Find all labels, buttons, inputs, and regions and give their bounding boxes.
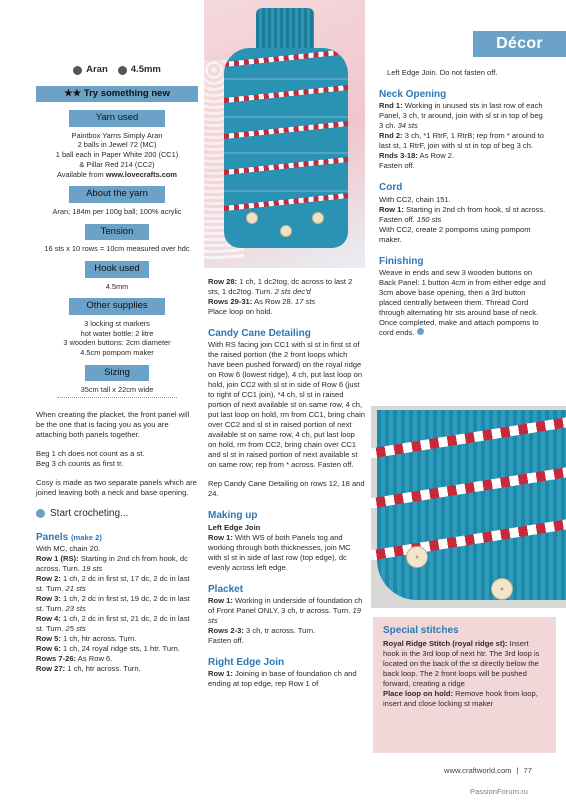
left-column: [36, 64, 198, 674]
other-supplies-block: [36, 319, 198, 358]
detail-knit: [377, 410, 566, 600]
finishing-heading: Finishing: [379, 255, 424, 267]
candy-cane-repeat: Rep Candy Cane Detailing on rows 12, 18 and 24.: [208, 479, 365, 499]
candy-cane-heading: Candy Cane Detailing: [208, 328, 311, 340]
cord-outro: With CC2, create 2 pompoms using pompom maker.: [379, 224, 531, 244]
placket-heading: Placket: [208, 583, 244, 595]
instruction-row: Rnd 1: Working in unused sts in last row of each Panel, 3 ch, tr around, join with sl st in top of beg 3 ch. 34 sts: [379, 101, 543, 131]
instruction-row: Rows 29-31: As Row 28. 17 sts: [208, 297, 316, 307]
dotted-divider: [57, 397, 177, 398]
detail-photo: [371, 406, 566, 608]
sizing-text: 35cm tall x 22cm wide: [80, 385, 154, 395]
place-loop-note: Place loop on hold.: [208, 307, 273, 317]
panels-intro: With MC, chain 20.: [36, 543, 101, 553]
note-placket: When creating the placket, the front panel will be the one that is facing you as you are attaching both panels together.: [36, 410, 190, 440]
yarn-line: 1 ball each in Paper White 200 (CC1): [55, 150, 179, 160]
yarn-weight: Aran: [86, 64, 108, 75]
making-up-heading: Making up: [208, 510, 258, 522]
yarn-line: 2 balls in Jewel 72 (MC): [77, 140, 157, 150]
panels-rows: [36, 554, 198, 674]
watermark: PassionForum.ru: [470, 787, 528, 796]
yarn-line: Paintbox Yarns Simply Aran: [71, 130, 163, 140]
instruction-row: Rnd 2: 3 ch, *1 RtrF, 1 RtrB; rep from * around to last st, 1 RtrF, join with sl st in top of beg 3 ch.: [379, 131, 545, 151]
loop-on-hold-def: Place loop on hold: Remove hook from loop, insert and close locking st maker: [383, 689, 538, 709]
cord-intro: With CC2, chain 151.: [379, 194, 451, 204]
hook-size: 4.5mm: [130, 64, 161, 75]
instruction-row: Row 1: With WS of both Panels tog and working through both thicknesses, join MC with sl st in side of last row (top edge), dc evenly across left edge.: [208, 532, 351, 572]
fasten-off-note: Fasten off.: [208, 636, 244, 645]
fasten-off-note: Fasten off.: [379, 161, 415, 171]
tension-text: 16 sts x 10 rows = 10cm measured over hdc: [44, 244, 190, 254]
panels-heading: Panels (make 2): [36, 531, 102, 543]
footer-divider: |: [516, 766, 519, 775]
detail-button-2: [491, 578, 513, 600]
instruction-row: Rows 2-3: 3 ch, tr across. Turn.: [208, 625, 316, 635]
lovecrafts-link[interactable]: www.lovecrafts.com: [105, 169, 177, 179]
instruction-row: Row 4: 1 ch, 2 dc in first st, 21 dc, 2 dc in last st. Turn. 25 sts: [36, 613, 190, 633]
difficulty-band: [36, 86, 198, 103]
special-stitches-heading: Special stitches: [383, 625, 459, 636]
button-center: [280, 225, 292, 237]
product-photo: [204, 0, 368, 268]
cord-heading: Cord: [379, 182, 403, 194]
finishing-text: Weave in ends and sew 3 wooden buttons on Back Panel: 1 button 4cm in from either edge and 3cm above base opening, then a 3rd button placed centrally between them. Thread Cord through alternating htr sts around base of neck. Once completed, make and attach pompoms to cord ends.: [379, 267, 546, 337]
instruction-row: Row 1: Working in underside of foundation ch of Front Panel ONLY, 3 ch, tr across. Turn. 19 sts: [208, 595, 363, 625]
candy-cane-text: With RS facing join CC1 with sl st in first st of the raised portion (the 2 front loops which have been pushed forward) on the royal ridge on Row 6 (lowest ridge), 4 ch, put last loop on hold, join CC2 with sl st in side of Row 6 (just to right of CC1 join), *4 ch, sl st in raised portion of next available st on same row, 4 ch, put last loop on hold, rm from CC1, bring chain over CC2 and sl st in raised portion of next available st on same row, 4 ch, put last loop on hold, rm from CC2, bring chain over CC1 and sl st in raised portion of next available st on same row; rep from * across. Fasten off.: [208, 340, 366, 470]
about-yarn-heading: About the yarn: [69, 186, 165, 203]
difficulty-stars: ★★: [64, 87, 82, 99]
supply-line: 3 locking st markers: [84, 318, 150, 328]
instruction-row: Rnds 3-18: As Row 2.: [379, 151, 455, 161]
instruction-row: Row 27: 1 ch, htr across. Turn.: [36, 663, 141, 673]
hook-icon: [118, 66, 127, 75]
left-edge-join-heading: Left Edge Join: [208, 522, 261, 532]
yarn-used-heading: Yarn used: [69, 110, 165, 127]
middle-column: [208, 277, 365, 689]
button-left: [246, 212, 258, 224]
royal-ridge-def: Royal Ridge Stitch (royal ridge st): Insert hook in the 3rd loop of next htr. The 3rd loop is located on the back of the st directly below the back loop. The 2 front loops will be pushed forward, creating a ridge: [383, 639, 540, 689]
cosy-body: [224, 48, 348, 248]
yarn-used-block: [36, 131, 198, 180]
instruction-row: Row 3: 1 ch, 2 dc in first st, 19 dc, 2 dc in last st. Turn. 23 sts: [36, 593, 190, 613]
right-column: [379, 68, 549, 338]
difficulty-label: Try something new: [83, 87, 170, 99]
instruction-row: Rows 7-26: As Row 6.: [36, 653, 113, 663]
start-crocheting: Start crocheting...: [36, 507, 198, 520]
sizing-heading: Sizing: [85, 365, 149, 382]
section-tab: Décor: [473, 31, 566, 57]
supply-line: 4.5cm pompom maker: [80, 348, 154, 358]
supply-line: 3 wooden buttons: 2cm diameter: [63, 338, 171, 348]
instruction-row: Row 1 (RS): Starting in 2nd ch from hook, dc across. Turn. 19 sts: [36, 553, 188, 573]
about-yarn-text: Aran; 184m per 100g ball; 100% acrylic: [52, 206, 182, 216]
supply-line: hot water bottle: 2 litre: [80, 328, 154, 338]
page-footer: [444, 766, 532, 776]
instruction-row: Row 1: Starting in 2nd ch from hook, sl st across. Fasten off. 150 sts: [379, 204, 546, 224]
neck-opening-heading: Neck Opening: [379, 89, 447, 101]
end-mark-icon: [417, 328, 424, 335]
button-right: [312, 212, 324, 224]
yarn-ball-icon: [73, 66, 82, 75]
right-edge-join-heading: Right Edge Join: [208, 657, 285, 669]
instruction-row: Row 5: 1 ch, htr across. Turn.: [36, 633, 137, 643]
page-number: 77: [523, 766, 532, 775]
instruction-row: Row 1: Joining in base of foundation ch and ending at top edge, rep Row 1 of: [208, 669, 357, 689]
instruction-row: Row 6: 1 ch, 24 royal ridge sts, 1 htr. Turn.: [36, 643, 180, 653]
hook-used-text: 4.5mm: [105, 281, 129, 291]
yarn-line: & Pillar Red 214 (CC2): [79, 159, 155, 169]
footer-site[interactable]: www.craftworld.com: [444, 766, 512, 775]
other-supplies-heading: Other supplies: [69, 298, 165, 315]
note-beg-ch: Beg 1 ch does not count as a st. Beg 3 ch counts as first tr.: [36, 449, 145, 469]
available-line: Available from www.lovecrafts.com: [57, 169, 177, 179]
tension-heading: Tension: [85, 224, 149, 241]
note-construction: Cosy is made as two separate panels which are joined leaving both a neck and base opening.: [36, 478, 197, 498]
instruction-row: Row 2: 1 ch, 2 dc in first st, 17 dc, 2 dc in last st. Turn. 21 sts: [36, 573, 190, 593]
hook-used-heading: Hook used: [85, 261, 149, 278]
detail-button-1: [406, 546, 428, 568]
meta-row: [36, 64, 198, 77]
special-stitches-box: [373, 617, 556, 753]
bullet-icon: [36, 509, 45, 518]
continued-text: Left Edge Join. Do not fasten off.: [387, 68, 498, 77]
instruction-row: Row 28: 1 ch, 1 dc2tog, dc across to last 2 sts, 1 dc2tog. Turn. 2 sts dec'd: [208, 277, 353, 297]
